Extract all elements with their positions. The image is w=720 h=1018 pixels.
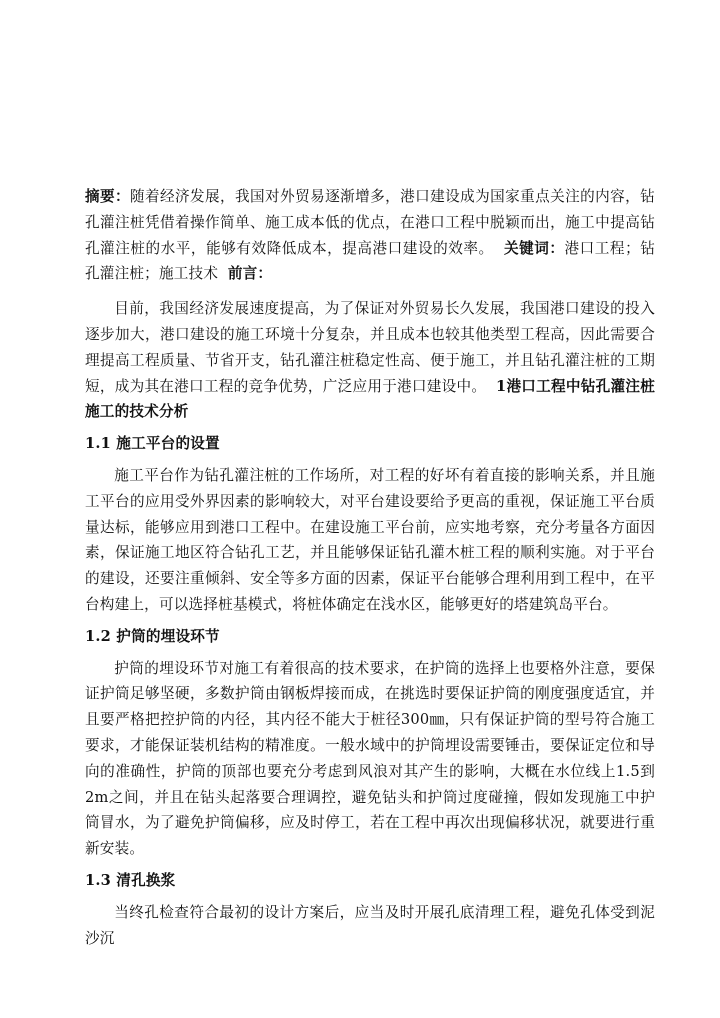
section-1-2-paragraph: 护筒的埋设环节对施工有着很高的技术要求，在护筒的选择上也要格外注意，要保证护筒足够坚硬，多数护筒由钢板焊接而成，在挑选时要保证护筒的刚度强度适宜，并且要严格把控护筒的内径，其内径不能大于桩径300㎜，只有保证护筒的型号符合施工要求，才能保证装机结构的精准度。一般水域中的护筒埋设需要锤击，要保证定位和导向的准确性，护筒的顶部也要充分考虑到风浪对其产生的影响，大概在水位线上1.5到2m之间，并且在钻头起落要合理调控，避免钻头和护筒过度碰撞，假如发现施工中护筒冒水，为了避免护筒偏移，应及时停工，若在工程中再次出现偏移状况，就要进行重新安装。 — [85, 659, 655, 858]
keywords-label: 关键词： — [503, 239, 565, 257]
intro-text: 目前，我国经济发展速度提高，为了保证对外贸易长久发展，我国港口建设的投入逐步加大，港口建设的施工环境十分复杂，并且成本也较其他类型工程高，因此需要合理提高工程质量、节省开支，钻孔灌注桩稳定性高、便于施工，并且钻孔灌注桩的工期短，成为其在港口工程的竞争优势，广泛应用于港口建设中。 — [85, 300, 655, 395]
abstract-text: 随着经济发展，我国对外贸易逐渐增多，港口建设成为国家重点关注的内容，钻孔灌注桩凭借着操作简单、施工成本低的优点，在港口工程中脱颖而出，施工中提高钻孔灌注桩的水平，能够有效降低成本，提高港口建设的效率。 — [85, 188, 655, 257]
keywords-text: 港口工程；钻孔灌注桩；施工技术 — [85, 239, 655, 283]
section-1-3-heading: 1.3 清孔换浆 — [85, 871, 176, 889]
section-1-title: 1港口工程中钻孔灌注桩施工的技术分析 — [85, 377, 655, 421]
intro-paragraph — [85, 296, 655, 425]
abstract-label: 摘要： — [85, 188, 131, 205]
intro-label: 前言： — [227, 265, 273, 283]
section-1-1-heading: 1.1 施工平台的设置 — [85, 435, 220, 453]
abstract-paragraph — [85, 184, 655, 287]
document-body — [85, 184, 655, 955]
section-1-3-paragraph: 当终孔检查符合最初的设计方案后，应当及时开展孔底清理工程，避免孔体受到泥沙沉 — [85, 903, 655, 947]
section-1-2-heading: 1.2 护筒的埋设环节 — [85, 627, 220, 645]
section-1-1-paragraph: 施工平台作为钻孔灌注桩的工作场所，对工程的好坏有着直接的影响关系，并且施工平台的应用受外界因素的影响较大，对平台建设要给予更高的重视，保证施工平台质量达标，能够应用到港口工程中。在建设施工平台前，应实地考察，充分考量各方面因素，保证施工地区符合钻孔工艺，并且能够保证钻孔灌木桩工程的顺利实施。对于平台的建设，还要注重倾斜、安全等多方面的因素，保证平台能够合理利用到工程中，在平台构建上，可以选择桩基模式，将桩体确定在浅水区，能够更好的塔建筑岛平台。 — [85, 466, 655, 613]
